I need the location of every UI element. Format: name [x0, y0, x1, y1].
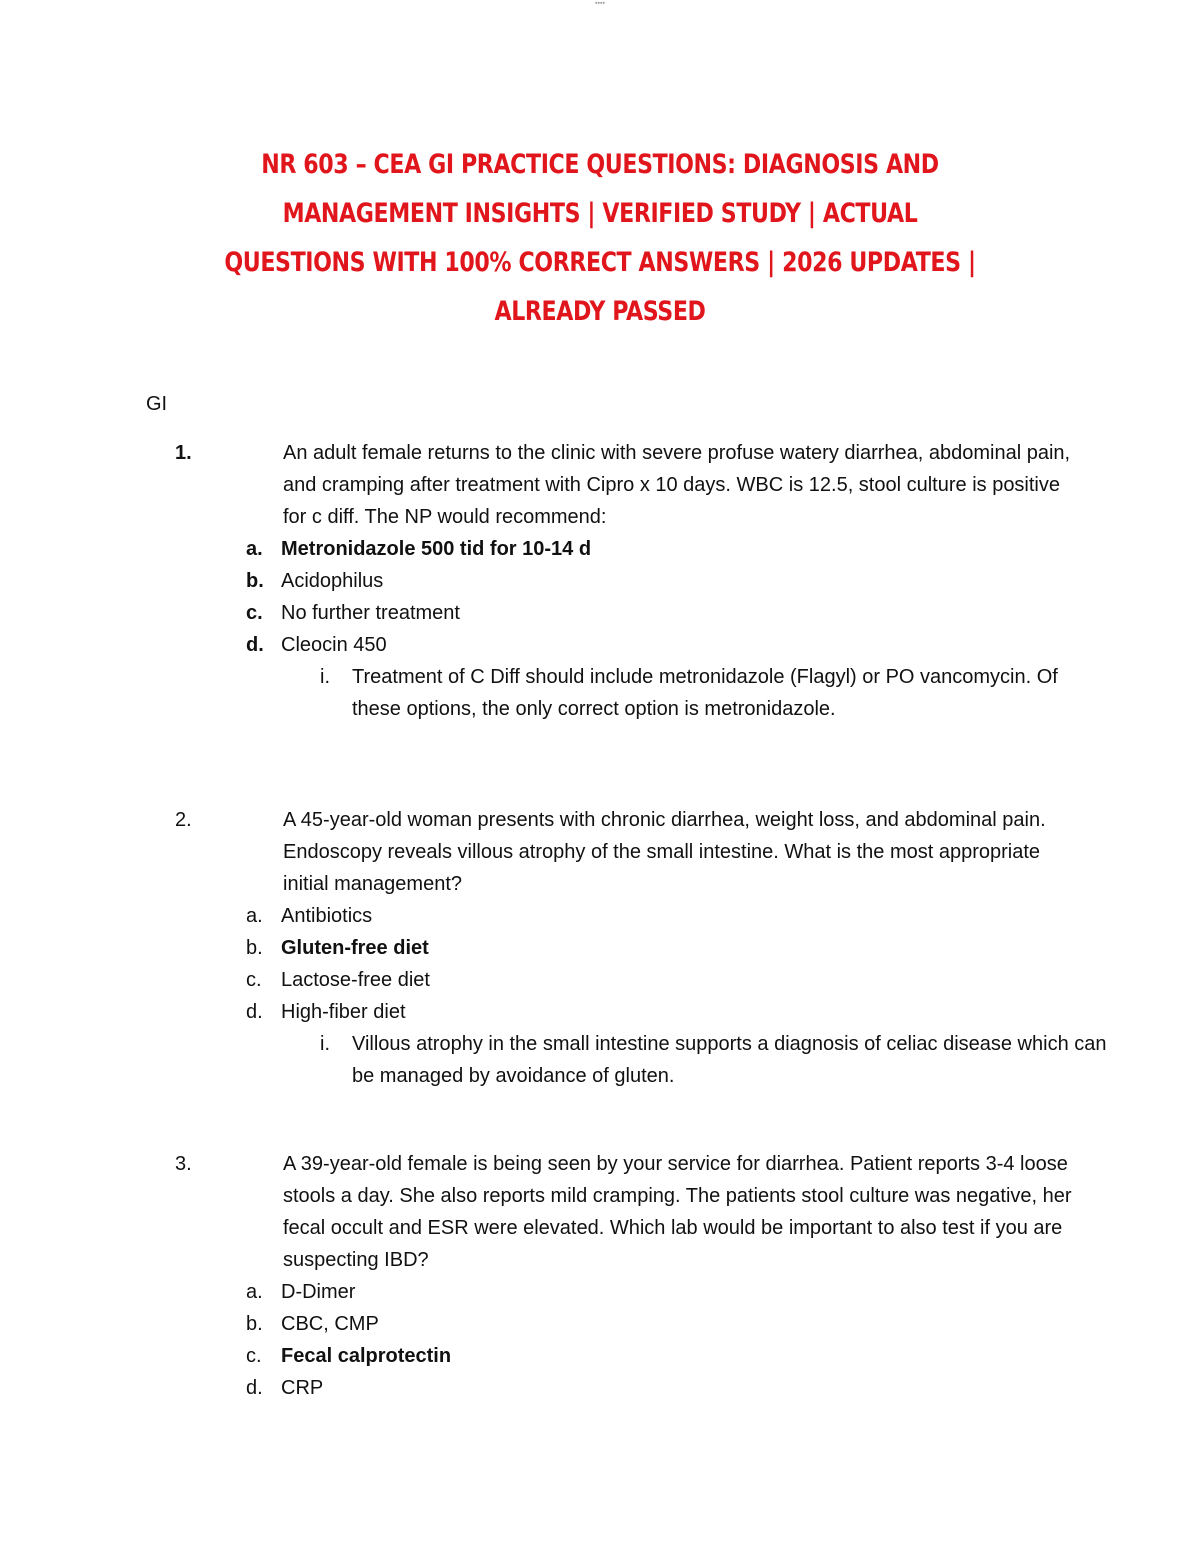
option-b: [0, 1308, 1200, 1340]
option-d: [0, 996, 1200, 1028]
page-header-mark: ▪▪▪▪: [595, 0, 605, 7]
question-number: 1.: [175, 442, 192, 464]
option-c: [0, 964, 1200, 996]
question-number: 3.: [175, 1153, 192, 1175]
explanation-text: Villous atrophy in the small intestine supports a diagnosis of celiac disease which can be managed by avoidance of gluten.: [352, 1033, 1107, 1087]
question-stem: A 45-year-old woman presents with chronic diarrhea, weight loss, and abdominal pain. Endoscopy reveals villous atrophy of the small intestine. What is the most appropriate initial management?: [283, 809, 1046, 895]
option-letter: b.: [246, 570, 264, 592]
option-letter: c.: [246, 969, 262, 991]
option-text: CRP: [281, 1377, 324, 1399]
option-letter: a.: [246, 538, 263, 560]
option-letter: b.: [246, 1313, 263, 1335]
explanation: [320, 1028, 1112, 1092]
option-d: [0, 1372, 1200, 1404]
question-number: 2.: [175, 809, 192, 831]
option-text: D-Dimer: [281, 1281, 356, 1303]
option-text: Antibiotics: [281, 905, 373, 927]
option-letter: d.: [246, 634, 264, 656]
option-letter: d.: [246, 1377, 263, 1399]
option-text-correct: Fecal calprotectin: [281, 1345, 452, 1367]
option-a: [0, 900, 1200, 932]
explanation-number: i.: [320, 1033, 330, 1055]
option-c: [0, 597, 1200, 629]
option-b: [0, 565, 1200, 597]
option-d: [0, 629, 1200, 661]
document-title: NR 603 – CEA GI PRACTICE QUESTIONS: DIAGNOSIS AND MANAGEMENT INSIGHTS | VERIFIED STUDY | ACTUAL QUESTIONS WITH 100% CORRECT ANSWERS | 2026 UPDATES | ALREADY PASSED: [224, 149, 976, 327]
option-text: CBC, CMP: [281, 1313, 379, 1335]
section-label: GI: [146, 393, 168, 415]
option-letter: d.: [246, 1001, 263, 1023]
option-c: [0, 1340, 1200, 1372]
question-stem: An adult female returns to the clinic with severe profuse watery diarrhea, abdominal pain, and cramping after treatment with Cipro x 10 days. WBC is 12.5, stool culture is positive for c diff. The NP would recommend:: [283, 442, 1071, 528]
question-2: [0, 804, 1200, 1092]
option-text: Lactose-free diet: [281, 969, 430, 991]
option-letter: b.: [246, 937, 263, 959]
question-1: [0, 437, 1200, 725]
option-text: No further treatment: [281, 602, 460, 624]
question-stem: A 39-year-old female is being seen by your service for diarrhea. Patient reports 3-4 loose stools a day. She also reports mild cramping. The patients stool culture was negative, her fecal occult and ESR were elevated. Which lab would be important to also test if you are suspecting IBD?: [283, 1153, 1072, 1271]
option-text: Acidophilus: [281, 570, 384, 592]
explanation-number: i.: [320, 666, 330, 688]
option-letter: c.: [246, 602, 263, 624]
option-text-correct: Metronidazole 500 tid for 10-14 d: [281, 538, 592, 560]
explanation-text: Treatment of C Diff should include metronidazole (Flagyl) or PO vancomycin. Of these options, the only correct option is metronidazole.: [352, 666, 1058, 720]
option-a: [0, 533, 1200, 565]
option-letter: a.: [246, 905, 263, 927]
question-3: [0, 1148, 1200, 1404]
option-text: Cleocin 450: [281, 634, 387, 656]
option-a: [0, 1276, 1200, 1308]
option-text: High-fiber diet: [281, 1001, 406, 1023]
option-b: [0, 932, 1200, 964]
option-letter: c.: [246, 1345, 262, 1367]
option-letter: a.: [246, 1281, 263, 1303]
option-text-correct: Gluten-free diet: [281, 937, 429, 959]
explanation: [320, 661, 1112, 725]
